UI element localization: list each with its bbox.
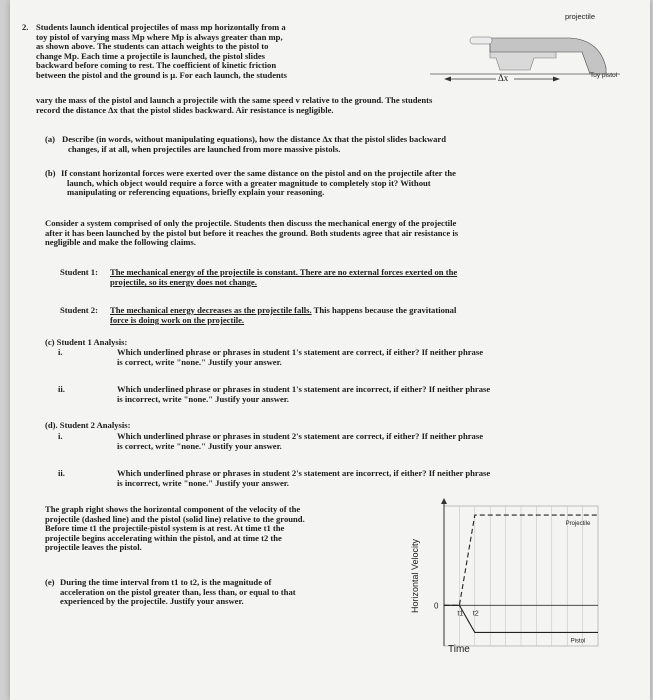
legend-projectile: Projectile bbox=[565, 521, 591, 528]
part-e-text bbox=[60, 578, 390, 607]
part-b-line: manipulating or referencing equations, briefly explain your reasoning. bbox=[67, 187, 325, 198]
part-b-line: If constant horizontal forces were exerted over the same distance on the pistol and on the projectile after the bbox=[61, 168, 456, 178]
part-d-ii-line: Which underlined phrase or phrases in student 2's statement are incorrect, if either? If neither phrase bbox=[117, 468, 491, 478]
part-c-heading: (c) Student 1 Analysis: bbox=[45, 337, 128, 347]
part-d-i-line: Which underlined phrase or phrases in student 2's statement are correct, if either? If neither phrase bbox=[117, 431, 484, 441]
y-axis-arrow bbox=[441, 498, 447, 504]
projectile-shape bbox=[470, 37, 492, 44]
student2-claim-phrase1: The mechanical energy decreases as the projectile falls. bbox=[110, 305, 312, 315]
x-axis-label: Time bbox=[448, 644, 470, 655]
toy-pistol-figure bbox=[430, 8, 620, 98]
projectile-label: projectile bbox=[565, 12, 596, 21]
student1-claim-line2: projectile, so its energy does not change. bbox=[110, 277, 257, 287]
part-c-i-line: is correct, write "none." Justify your answer. bbox=[117, 356, 282, 367]
question-number: 2. bbox=[22, 22, 29, 32]
graph-description-line: projectile (dashed line) and the pistol (solid line) relative to the ground. bbox=[45, 513, 305, 524]
velocity-time-graph bbox=[402, 496, 602, 661]
student1-claim-line1: The mechanical energy of the projectile is constant. There are no external forces exerted on the bbox=[110, 267, 458, 277]
intro-line: vary the mass of the pistol and launch a projectile with the same speed v relative to the ground. The students bbox=[36, 95, 433, 105]
y-tick-label: 0 bbox=[434, 601, 439, 611]
system-line: negligible and make the following claims. bbox=[45, 237, 196, 248]
part-c-i-number: i. bbox=[58, 347, 63, 357]
part-d-ii-number: ii. bbox=[58, 468, 65, 478]
graph-description-line: projectile begins accelerating within the pistol, and at time t2 the bbox=[45, 532, 282, 543]
part-c-ii-line: is incorrect, write "none." Justify your answer. bbox=[117, 393, 289, 404]
student1-label: Student 1: bbox=[60, 267, 98, 277]
part-e-line: experienced by the projectile. Justify your answer. bbox=[60, 596, 244, 607]
worksheet-page bbox=[10, 0, 650, 700]
intro-line: toy pistol of varying mass Mp where Mp is always greater than mp, bbox=[36, 31, 283, 42]
part-c-i-line: Which underlined phrase or phrases in student 1's statement are correct, if either? If neither phrase bbox=[117, 347, 484, 357]
graph-description bbox=[45, 505, 405, 553]
student2-claim-line2: force is doing work on the projectile. bbox=[110, 315, 245, 325]
x-tick-label: t2 bbox=[472, 610, 479, 618]
part-a-line: changes, if at all, when projectiles are launched from more massive pistols. bbox=[68, 143, 341, 154]
intro-line: between the pistol and the ground is µ. For each launch, the students bbox=[36, 69, 288, 80]
part-c-ii-line: Which underlined phrase or phrases in student 1's statement are incorrect, if either? If neither phrase bbox=[117, 384, 491, 394]
part-d-i-text bbox=[117, 432, 637, 451]
part-b-label: (b) bbox=[45, 168, 56, 178]
question-intro-continued bbox=[36, 96, 636, 115]
part-d-heading: (d). Student 2 Analysis: bbox=[45, 420, 131, 430]
part-d-i-line: is correct, write "none." Justify your answer. bbox=[117, 440, 282, 451]
toy-pistol-label: Toy pistol bbox=[590, 72, 618, 79]
graph-description-line: projectile leaves the pistol. bbox=[45, 542, 142, 553]
legend-pistol: Pistol bbox=[570, 638, 586, 645]
x-tick-label: t1 bbox=[457, 610, 464, 618]
intro-line: change Mp. Each time a projectile is launched, the pistol slides bbox=[36, 50, 266, 61]
graph-description-line: The graph right shows the horizontal component of the velocity of the bbox=[45, 504, 301, 514]
intro-line: backward before coming to rest. The coefficient of kinetic friction bbox=[36, 60, 277, 71]
part-e-line: acceleration on the pistol greater than, less than, or equal to that bbox=[60, 586, 296, 597]
part-a-label: (a) bbox=[45, 134, 56, 144]
question-intro bbox=[36, 23, 406, 81]
system-paragraph bbox=[45, 219, 635, 248]
graph-description-line: Before time t1 the projectile-pistol system is at rest. At time t1 the bbox=[45, 523, 285, 534]
intro-line: as shown above. The students can attach weights to the pistol to bbox=[36, 41, 269, 52]
intro-line: record the distance Δx that the pistol slides backward. Air resistance is negligible. bbox=[36, 104, 334, 115]
part-d-i-number: i. bbox=[58, 431, 63, 441]
part-e-label: (e) bbox=[45, 577, 55, 587]
part-b-text bbox=[61, 169, 636, 198]
student2-claim-phrase1-cont: This happens because the gravitational bbox=[311, 305, 457, 315]
y-axis-label: Horizontal Velocity bbox=[410, 538, 420, 614]
part-c-i-text bbox=[117, 348, 637, 367]
part-c-ii-text bbox=[117, 385, 637, 404]
part-b-line: launch, which object would require a force with a greater magnitude to completely stop it? Without bbox=[67, 177, 431, 188]
part-e-line: During the time interval from t1 to t2, is the magnitude of bbox=[60, 577, 272, 587]
dx-label: Δx bbox=[498, 73, 509, 83]
part-d-ii-text bbox=[117, 469, 637, 488]
dx-arrow-left-head bbox=[444, 77, 451, 82]
system-line: after it has been launched by the pistol but before it reaches the ground. Both students agree that air resistance is bbox=[45, 227, 459, 238]
part-d-ii-line: is incorrect, write "none." Justify your answer. bbox=[117, 477, 289, 488]
part-c-ii-number: ii. bbox=[58, 384, 65, 394]
dx-arrow-right-head bbox=[553, 77, 560, 82]
part-a-text bbox=[62, 135, 632, 154]
student2-label: Student 2: bbox=[60, 305, 98, 315]
system-line: Consider a system comprised of only the projectile. Students then discuss the mechanical energy of the projectile bbox=[45, 218, 457, 228]
intro-line: Students launch identical projectiles of mass mp horizontally from a bbox=[36, 22, 286, 32]
part-a-line: Describe (in words, without manipulating equations), how the distance Δx that the pistol slides backward bbox=[62, 134, 447, 144]
